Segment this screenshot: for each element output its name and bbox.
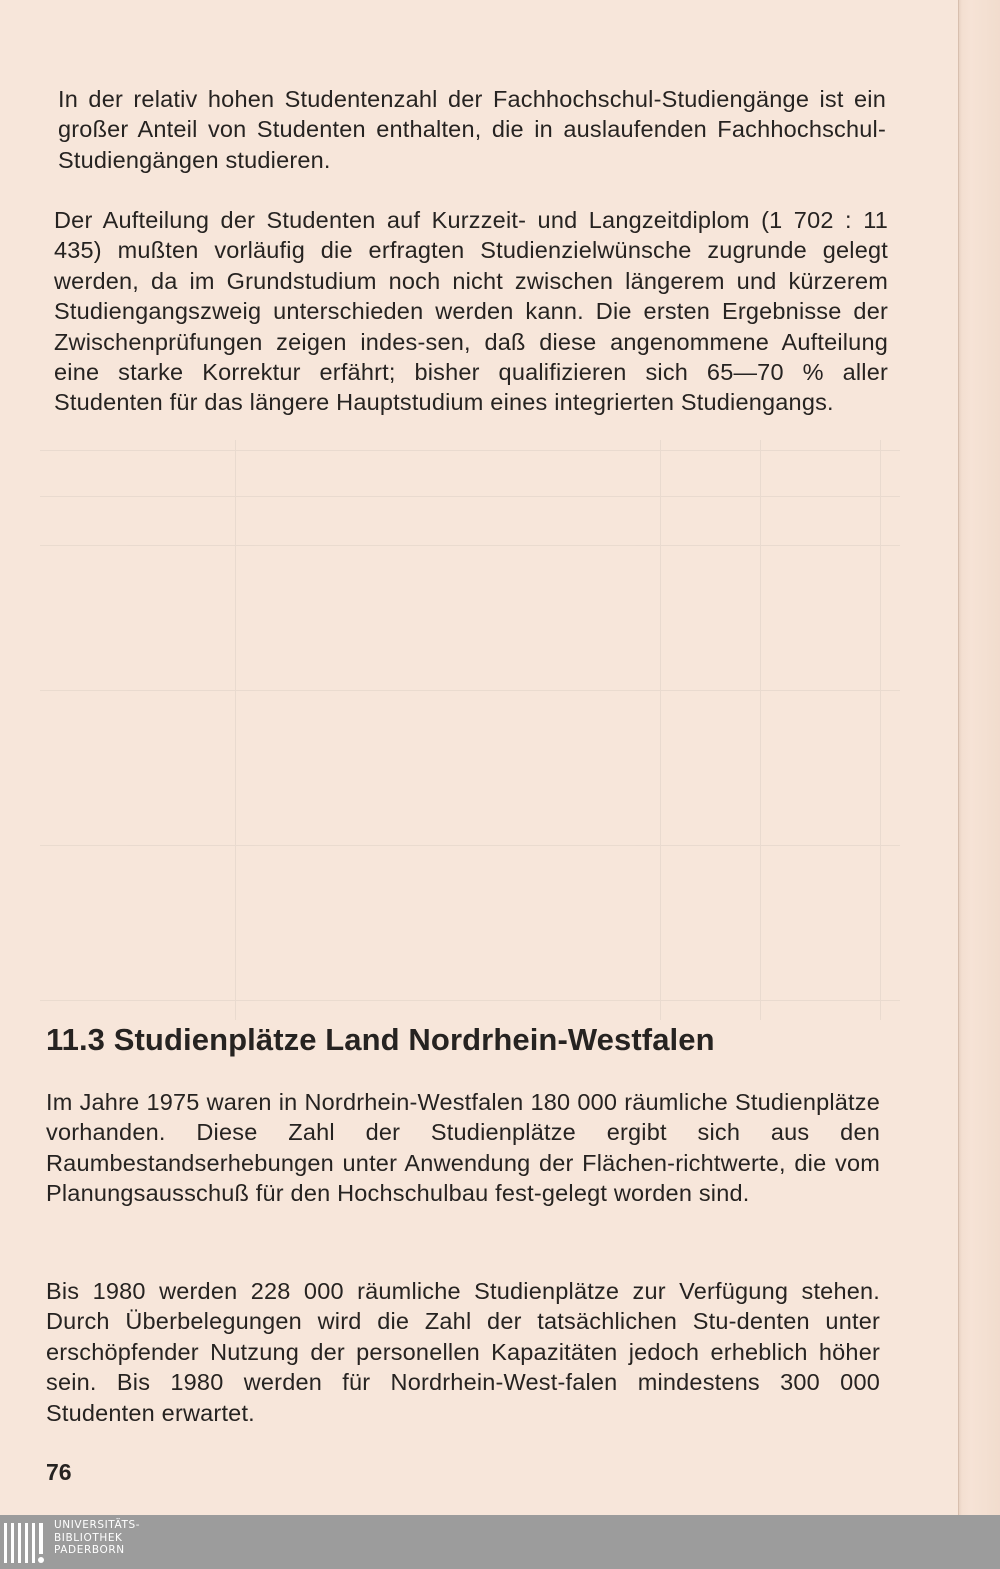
paragraph-fachhochschul-studenten: In der relativ hohen Studentenzahl der Fachhochschul-Studiengänge ist ein großer Anteil von Studenten enthalten, die in auslaufenden Fachhochschul-Studiengängen studieren. [58,86,886,173]
library-name-line2: BIBLIOTHEK [54,1531,123,1544]
library-name [54,1519,140,1557]
page-number: 76 [46,1459,72,1485]
paragraph-studienplaetze-1975: Im Jahre 1975 waren in Nordrhein-Westfalen 180 000 räumliche Studienplätze vorhanden. Diese Zahl der Studienplätze ergibt sich aus den Raumbestandserhebungen unter Anwendung der Flächen-richtwerte, die vom Planungsausschuß für den Hochschulbau fest-gelegt worden sind. [46,1089,880,1207]
paragraph-studienplaetze-1980: Bis 1980 werden 228 000 räumliche Studienplätze zur Verfügung stehen. Durch Überbelegungen wird die Zahl der tatsächlichen Stu-denten unter erschöpfender Nutzung der personellen Kapazitäten jedoch erheblich höher sein. Bis 1980 werden für Nordrhein-West-falen mindestens 300 000 Studenten erwartet. [46,1278,880,1426]
paragraph-aufteilung-studenten: Der Aufteilung der Studenten auf Kurzzeit- und Langzeitdiplom (1 702 : 11 435) mußten vorläufig die erfragten Studienzielwünsche zugrunde gelegt werden, da im Grundstudium noch nicht zwischen längerem und kürzerem Studiengangszweig unterschieden werden kann. Die ersten Ergebnisse der Zwischenprüfungen zeigen indes-sen, daß diese angenommene Aufteilung eine starke Korrektur erfährt; bisher qualifizieren sich 65—70 % aller Studenten für das längere Hauptstudium eines integrierten Studiengangs. [54,207,888,416]
page-edge-shadow [958,0,1000,1515]
section-heading: 11.3 Studienplätze Land Nordrhein-Westfalen [46,1022,715,1057]
library-name-line3: PADERBORN [54,1544,125,1556]
library-footer-bar [0,1515,1000,1569]
library-name-line1: UNIVERSITÄTS- [54,1519,141,1531]
library-barcode-logo-icon [3,1521,47,1565]
